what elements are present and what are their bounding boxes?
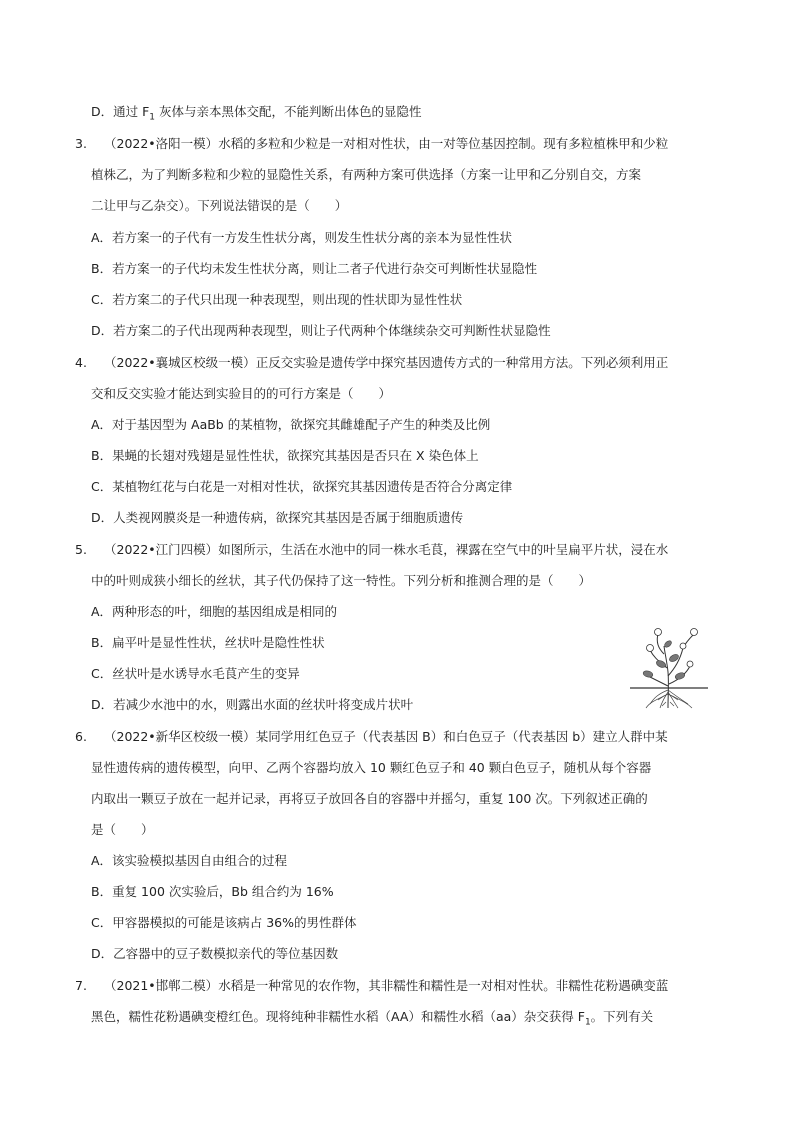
question-source: （2022•江门四模） <box>104 542 219 557</box>
question-stem-line: 二让甲与乙杂交）。下列说法错误的是（ ） <box>91 198 348 213</box>
question-number: 4. <box>75 355 87 370</box>
stem-text: 正反交实验是遗传学中探究基因遗传方式的一种常用方法。下列必须利用正 <box>255 355 669 370</box>
option-b: B．重复 100 次实验后，Bb 组合约为 16% <box>91 884 334 899</box>
option-d: D．乙容器中的豆子数模拟亲代的等位基因数 <box>91 946 339 961</box>
question-number: 3. <box>75 136 87 151</box>
water-buttercup-illustration <box>628 624 710 710</box>
question-stem-line <box>104 353 668 373</box>
option-d: D．若方案二的子代出现两种表现型，则让子代两种个体继续杂交可判断性状显隐性 <box>91 323 551 338</box>
option-b: B．扁平叶是显性性状，丝状叶是隐性性状 <box>91 635 325 650</box>
question-number: 6. <box>75 729 87 744</box>
question-stem-line: 植株乙，为了判断多粒和少粒的显隐性关系，有两种方案可供选择（方案一让甲和乙分别自交，方案 <box>91 167 642 182</box>
question-source: （2022•洛阳一模） <box>104 136 219 151</box>
option-b: B．果蝇的长翅对残翅是显性性状，欲探究其基因是否只在 X 染色体上 <box>91 448 479 463</box>
option-text: D．通过 F <box>91 104 150 119</box>
stem-text: 某同学用红色豆子（代表基因 B）和白色豆子（代表基因 b）建立人群中某 <box>255 729 668 744</box>
question-number: 7. <box>75 978 87 993</box>
stem-line <box>664 646 668 708</box>
question-stem-line <box>104 540 668 560</box>
question-stem-line <box>91 1007 653 1027</box>
subscript: 1 <box>584 1017 591 1028</box>
option-a: A．对于基因型为 AaBb 的某植物，欲探究其雌雄配子产生的种类及比例 <box>91 417 491 432</box>
stem-text: 水稻的多粒和少粒是一对相对性状，由一对等位基因控制。现有多粒植株甲和少粒 <box>218 136 669 151</box>
option-c: C．某植物红花与白花是一对相对性状，欲探究其基因遗传是否符合分离定律 <box>91 479 513 494</box>
stem-text: 水稻是一种常见的农作物，其非糯性和糯性是一对相对性状。非糯性花粉遇碘变蓝 <box>218 978 669 993</box>
option-c: C．若方案二的子代只出现一种表现型，则出现的性状即为显性性状 <box>91 292 463 307</box>
stem-text: 如图所示，生活在水池中的同一株水毛茛，裸露在空气中的叶呈扁平片状，浸在水 <box>218 542 669 557</box>
question-number: 5. <box>75 542 87 557</box>
question-source: （2021•邯郸二模） <box>104 978 219 993</box>
option-c: C．甲容器模拟的可能是该病占 36%的男性群体 <box>91 915 357 930</box>
question-source: （2022•襄城区校级一模） <box>104 355 256 370</box>
option-a: A．该实验模拟基因自由组合的过程 <box>91 853 288 868</box>
question-stem-line <box>104 976 668 996</box>
option-b: B．若方案一的子代均未发生性状分离，则让二者子代进行杂交可判断性状显隐性 <box>91 261 538 276</box>
option-d-prev <box>91 102 422 122</box>
question-stem-line <box>104 134 668 154</box>
option-c: C．丝状叶是水诱导水毛茛产生的变异 <box>91 666 300 681</box>
option-d: D．若减少水池中的水，则露出水面的丝状叶将变成片状叶 <box>91 697 414 712</box>
question-stem-line: 显性遗传病的遗传模型，向甲、乙两个容器均放入 10 颗红色豆子和 40 颗白色豆子，随机从每个容器 <box>91 760 652 775</box>
question-stem-line: 内取出一颗豆子放在一起并记录，再将豆子放回各自的容器中并摇匀，重复 100 次。下列叙述正确的 <box>91 791 648 806</box>
option-a: A．两种形态的叶，细胞的基因组成是相同的 <box>91 604 338 619</box>
question-source: （2022•新华区校级一模） <box>104 729 256 744</box>
question-stem-line: 交和反交实验才能达到实验目的的可行方案是（ ） <box>91 386 392 401</box>
question-stem-line: 是（ ） <box>91 822 154 837</box>
subscript: 1 <box>149 112 156 123</box>
question-stem-line: 中的叶则成狭小细长的丝状，其子代仍保持了这一特性。下列分析和推测合理的是（ ） <box>91 573 592 588</box>
question-stem-line <box>104 727 668 747</box>
option-text: 灰体与亲本黑体交配，不能判断出体色的显隐性 <box>155 104 422 119</box>
option-a: A．若方案一的子代有一方发生性状分离，则发生性状分离的亲本为显性性状 <box>91 230 513 245</box>
stem-text: 。下列有关 <box>590 1009 654 1024</box>
option-d: D．人类视网膜炎是一种遗传病，欲探究其基因是否属于细胞质遗传 <box>91 510 464 525</box>
stem-text: 黑色，糯性花粉遇碘变橙红色。现将纯种非糯性水稻（AA）和糯性水稻（aa）杂交获得 F <box>91 1009 585 1024</box>
